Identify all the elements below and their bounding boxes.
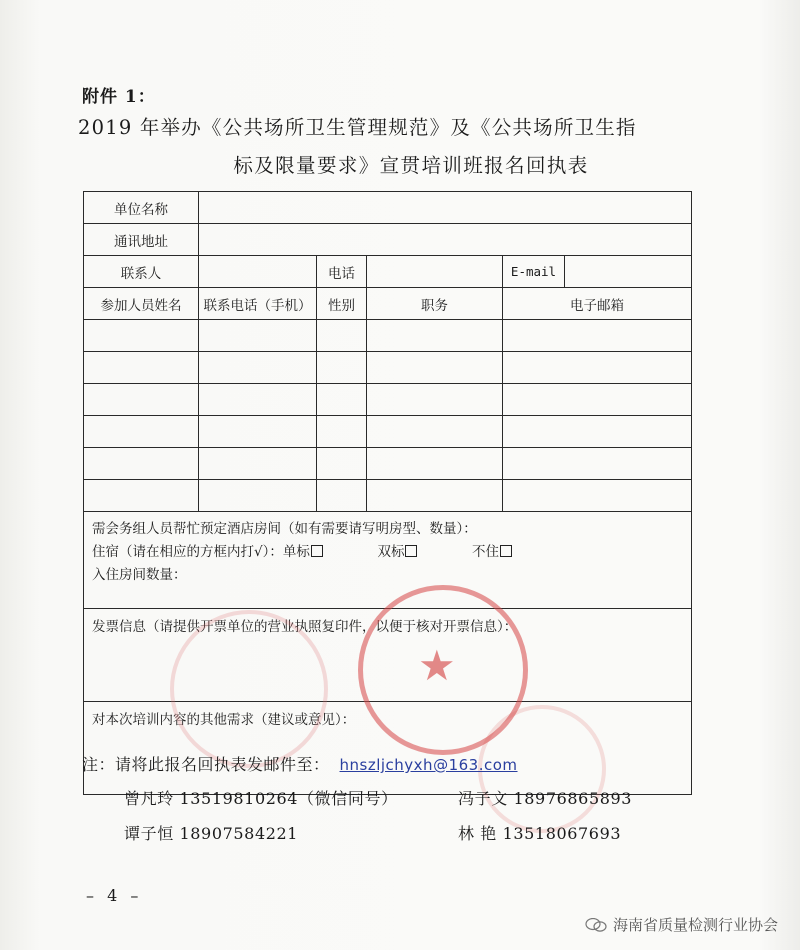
hotel-single-label: 住宿（请在相应的方框内打√）：单标 [92,544,310,560]
row-other-needs [84,702,692,795]
table-row [84,480,692,512]
note-prefix: 注：请将此报名回执表发邮件至： [82,755,330,774]
attendee-name-cell[interactable] [84,384,199,416]
col-header-position: 职务 [367,288,503,320]
attendee-email-cell[interactable] [503,384,692,416]
contact-person-field[interactable] [199,256,317,288]
attendee-mobile-cell[interactable] [199,352,317,384]
double-room-checkbox[interactable] [405,545,417,557]
attendee-position-cell[interactable] [367,448,503,480]
invoice-label: 发票信息（请提供开票单位的营业执照复印件，以便于核对开票信息）： [92,619,518,635]
address-label: 通讯地址 [84,224,199,256]
col-header-mobile: 联系电话（手机） [199,288,317,320]
contact-entry: 曾凡玲 13519810264（微信同号） [124,789,398,808]
wechat-icon [585,918,607,932]
attendee-position-cell[interactable] [367,480,503,512]
registration-form-table [83,191,692,795]
attendee-email-cell[interactable] [503,416,692,448]
col-header-name: 参加人员姓名 [84,288,199,320]
attendee-name-cell[interactable] [84,320,199,352]
attendee-mobile-cell[interactable] [199,448,317,480]
phone-field[interactable] [367,256,503,288]
row-contact [84,256,692,288]
other-needs-section[interactable] [84,702,692,795]
table-row [84,416,692,448]
table-row [84,384,692,416]
email-label: E-mail [503,256,565,288]
col-header-gender: 性别 [317,288,367,320]
attendee-email-cell[interactable] [503,448,692,480]
single-room-checkbox[interactable] [311,545,323,557]
attendee-email-cell[interactable] [503,480,692,512]
attendee-gender-cell[interactable] [317,352,367,384]
attendee-gender-cell[interactable] [317,384,367,416]
form-title-line2: 标及限量要求》宣贯培训班报名回执表 [233,154,589,177]
contact-person-label: 联系人 [84,256,199,288]
page-number: – 4 – [86,886,143,905]
row-column-headers [84,288,692,320]
attendee-mobile-cell[interactable] [199,480,317,512]
contact-entry: 林 艳 13518067693 [458,824,622,843]
unit-name-field[interactable] [199,192,692,224]
form-title-line1: 2019 年举办《公共场所卫生管理规范》及《公共场所卫生指 [78,116,637,139]
no-stay-checkbox[interactable] [500,545,512,557]
attendee-mobile-cell[interactable] [199,384,317,416]
hotel-options-line [92,541,683,564]
attendee-gender-cell[interactable] [317,480,367,512]
row-hotel [84,512,692,609]
attendee-gender-cell[interactable] [317,320,367,352]
attendee-name-cell[interactable] [84,416,199,448]
contact-entry: 谭子恒 18907584221 [124,824,299,843]
attendee-email-cell[interactable] [503,320,692,352]
attendee-position-cell[interactable] [367,320,503,352]
attendee-position-cell[interactable] [367,384,503,416]
table-row [84,320,692,352]
attendee-mobile-cell[interactable] [199,416,317,448]
attendee-gender-cell[interactable] [317,416,367,448]
submission-email-link[interactable]: hnszljchyxh@163.com [339,756,518,774]
phone-label: 电话 [317,256,367,288]
row-invoice [84,609,692,702]
invoice-section[interactable] [84,609,692,702]
row-address [84,224,692,256]
seal-star-icon: ★ [418,641,456,690]
room-count-label: 入住房间数量： [92,567,187,583]
attendee-position-cell[interactable] [367,352,503,384]
hotel-none-label: 不住 [472,544,500,560]
unit-name-label: 单位名称 [84,192,199,224]
hotel-request-text: 需会务组人员帮忙预定酒店房间（如有需要请写明房型、数量）： [92,521,477,537]
submission-note [82,752,518,775]
wechat-watermark [585,914,778,935]
attendee-gender-cell[interactable] [317,448,367,480]
attendee-email-cell[interactable] [503,352,692,384]
table-row [84,448,692,480]
attendee-name-cell[interactable] [84,352,199,384]
contact-entry: 冯子文 18976865893 [458,789,633,808]
email-field[interactable] [565,256,692,288]
table-row [84,352,692,384]
hotel-double-label: 双标 [377,544,405,560]
hotel-booking-section [84,512,692,609]
address-field[interactable] [199,224,692,256]
col-header-email: 电子邮箱 [503,288,692,320]
row-unit-name [84,192,692,224]
attendee-name-cell[interactable] [84,448,199,480]
attendee-mobile-cell[interactable] [199,320,317,352]
other-needs-label: 对本次培训内容的其他需求（建议或意见）： [92,712,356,728]
watermark-text: 海南省质量检测行业协会 [612,916,778,934]
attendee-position-cell[interactable] [367,416,503,448]
attendee-name-cell[interactable] [84,480,199,512]
attachment-label: 附件 1： [82,87,156,107]
